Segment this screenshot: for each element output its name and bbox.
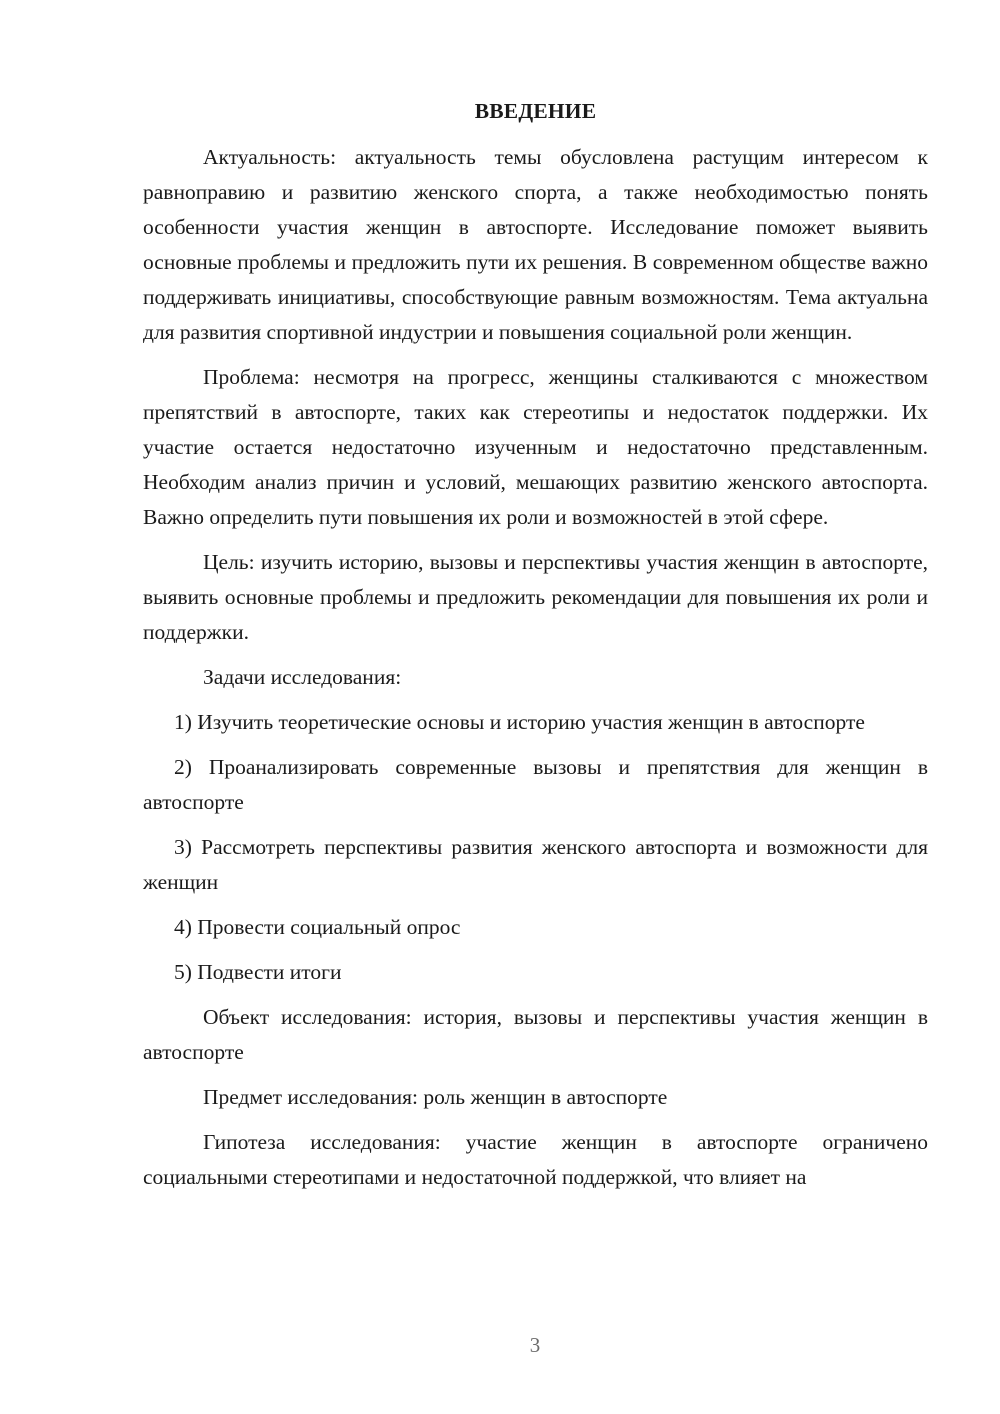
paragraph-hypothesis: Гипотеза исследования: участие женщин в автоспорте ограничено социальными стереотипами и недостаточной поддержкой, что влияет на <box>143 1130 928 1189</box>
tasks-heading: Задачи исследования: <box>203 665 402 689</box>
task-item-4: 4) Провести социальный опрос <box>174 915 461 939</box>
paragraph-subject: Предмет исследования: роль женщин в автоспорте <box>203 1085 668 1109</box>
paragraph-problem: Проблема: несмотря на прогресс, женщины сталкиваются с множеством препятствий в автоспорте, таких как стереотипы и недостаток поддержки. Их участие остается недостаточно изученным и недостаточно представленным. Необходим анализ причин и условий, мешающих развитию женского автоспорта. Важно определить пути повышения их роли и возможностей в этой сфере. <box>143 365 928 529</box>
section-title: ВВЕДЕНИЕ <box>474 99 597 123</box>
task-item-2: 2) Проанализировать современные вызовы и препятствия для женщин в автоспорте <box>143 755 928 814</box>
paragraph-goal: Цель: изучить историю, вызовы и перспективы участия женщин в автоспорте, выявить основные проблемы и предложить рекомендации для повышения их роли и поддержки. <box>143 550 928 644</box>
task-item-1: 1) Изучить теоретические основы и историю участия женщин в автоспорте <box>174 710 865 734</box>
paragraph-object: Объект исследования: история, вызовы и перспективы участия женщин в автоспорте <box>143 1005 928 1064</box>
document-body <box>143 94 928 1195</box>
page-number: 3 <box>529 1333 541 1357</box>
task-item-3: 3) Рассмотреть перспективы развития женского автоспорта и возможности для женщин <box>143 835 928 894</box>
paragraph-relevance: Актуальность: актуальность темы обусловлена растущим интересом к равноправию и развитию женского спорта, а также необходимостью понять особенности участия женщин в автоспорте. Исследование поможет выявить основные проблемы и предложить пути их решения. В современном обществе важно поддерживать инициативы, способствующие равным возможностям. Тема актуальна для развития спортивной индустрии и повышения социальной роли женщин. <box>143 145 928 344</box>
task-item-5: 5) Подвести итоги <box>174 960 342 984</box>
